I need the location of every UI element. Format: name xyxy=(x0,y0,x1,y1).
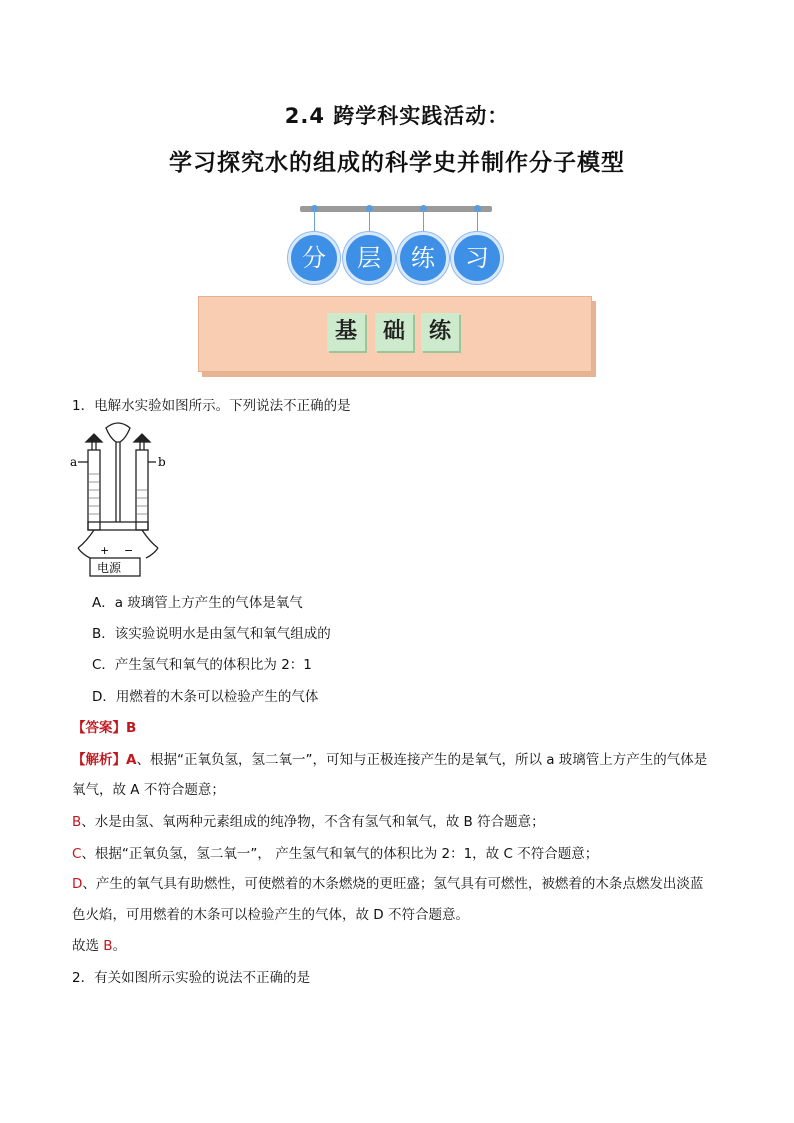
option-a: A．a 玻璃管上方产生的气体是氧气 xyxy=(92,595,303,611)
answer-line xyxy=(72,716,136,736)
page-title: 2.4 跨学科实践活动： xyxy=(284,104,510,128)
negative-terminal: − xyxy=(124,544,134,557)
badge-lian: 练 xyxy=(397,232,449,284)
power-source-label: 电源 xyxy=(97,561,122,575)
badge-rail xyxy=(300,206,492,212)
analysis-line-1 xyxy=(72,748,707,768)
analysis-line-5 xyxy=(72,872,703,892)
conclusion-line xyxy=(72,934,126,954)
conclusion-value: B xyxy=(103,938,113,954)
analysis-c-prefix: C xyxy=(72,846,82,862)
analysis-line-3 xyxy=(72,810,545,830)
badge-string xyxy=(369,210,370,232)
banner-char-lian: 练 xyxy=(421,313,459,351)
option-d: D．用燃着的木条可以检验产生的气体 xyxy=(92,689,319,705)
answer-value: B xyxy=(126,720,137,736)
analysis-d-text: 、产生的氧气具有助燃性，可使燃着的木条燃烧的更旺盛；氢气具有可燃性，被燃着的木条点燃发出淡蓝 xyxy=(82,876,704,892)
electrolysis-apparatus-figure xyxy=(68,418,168,580)
page-subtitle: 学习探究水的组成的科学史并制作分子模型 xyxy=(169,150,625,176)
banner-char-chu: 础 xyxy=(375,313,413,351)
option-b: B．该实验说明水是由氢气和氧气组成的 xyxy=(92,626,331,642)
question-1-stem: 1．电解水实验如图所示。下列说法不正确的是 xyxy=(72,398,351,414)
analysis-a-text: 、根据“正氧负氢，氢二氧一”，可知与正极连接产生的是氧气，所以 a 玻璃管上方产生的气体是 xyxy=(136,752,708,768)
banner-char-ji: 基 xyxy=(327,313,365,351)
answer-tag: 【答案】 xyxy=(72,720,126,736)
badge-ceng: 层 xyxy=(343,232,395,284)
badge-string xyxy=(477,210,478,232)
conclusion-end: 。 xyxy=(112,938,127,954)
badge-string xyxy=(314,210,315,232)
analysis-b-text: 、水是由氢、氧两种元素组成的纯净物，不含有氢气和氧气，故 B 符合题意； xyxy=(81,814,545,830)
conclusion-text: 故选 xyxy=(72,938,104,954)
badge-string xyxy=(423,210,424,232)
analysis-b-prefix: B xyxy=(72,814,82,830)
analysis-line-6: 色火焰，可用燃着的木条可以检验产生的气体，故 D 不符合题意。 xyxy=(72,907,469,923)
analysis-tag: 【解析】 xyxy=(72,752,126,768)
analysis-a-prefix: A xyxy=(126,752,137,768)
section-banner xyxy=(198,296,592,372)
question-2-stem: 2．有关如图所示实验的说法不正确的是 xyxy=(72,970,311,986)
positive-terminal: + xyxy=(100,544,110,557)
analysis-line-2: 氧气，故 A 不符合题意； xyxy=(72,782,225,798)
tube-label-b: b xyxy=(158,455,166,469)
tube-label-a: a xyxy=(70,455,78,469)
analysis-c-text: 、根据“正氧负氢，氢二氧一”， 产生氢气和氧气的体积比为 2：1，故 C 不符合题意； xyxy=(81,846,599,862)
analysis-line-4 xyxy=(72,842,598,862)
option-c: C．产生氢气和氧气的体积比为 2：1 xyxy=(92,657,312,673)
analysis-d-prefix: D xyxy=(72,876,83,892)
badge-fen: 分 xyxy=(288,232,340,284)
badge-xi: 习 xyxy=(451,232,503,284)
